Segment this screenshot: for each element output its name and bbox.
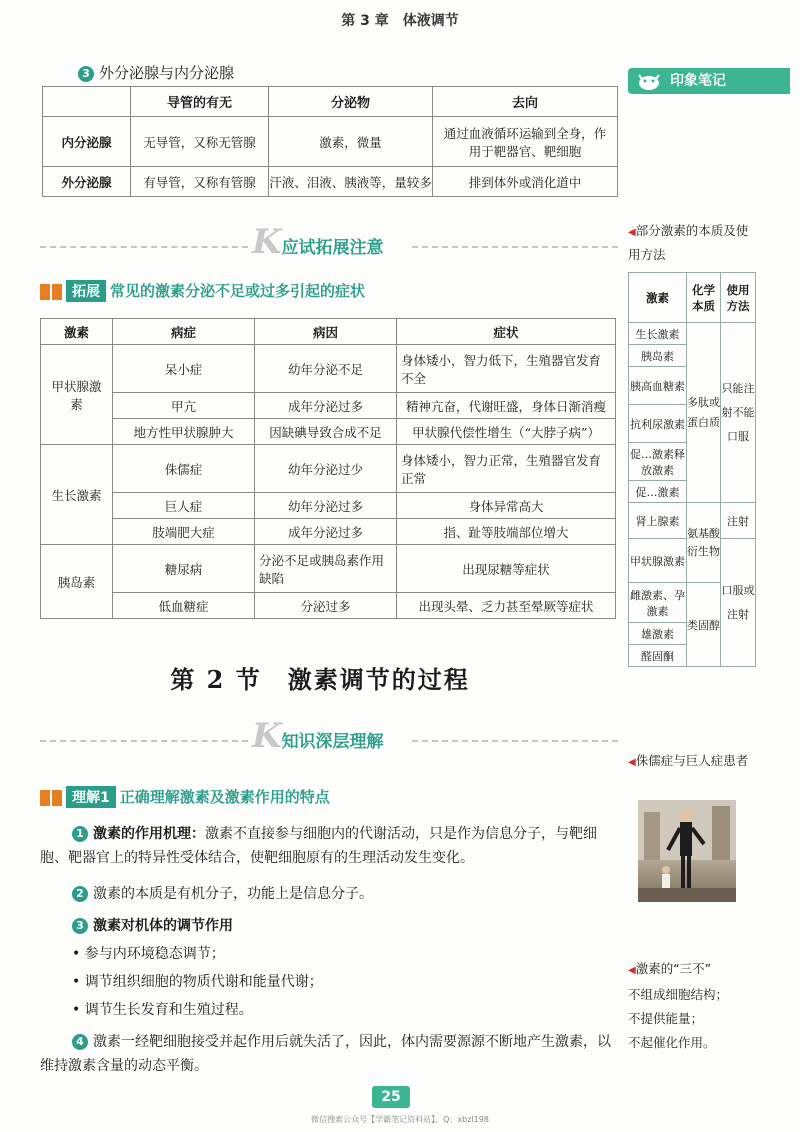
- cow-icon: [636, 71, 662, 91]
- list-item: • 调节生长发育和生殖过程。: [72, 1002, 253, 1018]
- expand-heading: [40, 280, 365, 302]
- understand-title: 正确理解激素及激素作用的特点: [119, 788, 330, 806]
- divider: [40, 246, 248, 248]
- section-heading: [78, 62, 234, 83]
- paragraph: [40, 1030, 616, 1078]
- table-cell: 口服或注射: [721, 539, 756, 667]
- table-cell: 胰高血糖素: [629, 367, 687, 405]
- table-cell: 身体矮小，智力低下，生殖器官发育不全: [397, 345, 616, 393]
- table-cell: 内分泌腺: [43, 117, 131, 167]
- table-row: [41, 545, 616, 593]
- paragraph: [40, 822, 616, 870]
- exam-heading: [252, 222, 384, 262]
- k-letter: K: [252, 222, 282, 262]
- paragraph: [72, 882, 616, 906]
- hormone-nature-table: [628, 272, 756, 667]
- table-cell: 汗液、泪液、胰液等，量较多: [269, 167, 433, 197]
- table-cell: 肾上腺素: [629, 503, 687, 539]
- table-cell: 甲状腺激素: [629, 539, 687, 583]
- section-title: 外分泌腺与内分泌腺: [99, 64, 235, 82]
- hormone-cell: 胰岛素: [41, 545, 113, 619]
- table-cell: 促…激素: [629, 481, 687, 503]
- table-cell: 出现尿糖等症状: [397, 545, 616, 593]
- deep-heading: [252, 716, 384, 756]
- table-row: [43, 117, 618, 167]
- table-cell: 幼年分泌过少: [255, 445, 397, 493]
- expand-tag: 拓展: [66, 280, 106, 302]
- table-cell: 身体矮小，智力正常，生殖器官发育正常: [397, 445, 616, 493]
- table-cell: 因缺碘导致合成不足: [255, 419, 397, 445]
- paragraph-text: 激素一经靶细胞接受并起作用后就失活了，因此，体内需要源源不断地产生激素，以维持激素含量的动态平衡。: [40, 1034, 611, 1074]
- table-cell: 通过血液循环运输到全身，作用于靶器官、靶细胞: [433, 117, 618, 167]
- table-header: 激素: [629, 273, 687, 323]
- table-cell: 雌激素、孕激素: [629, 583, 687, 623]
- notes-label: 印象笔记: [670, 73, 726, 89]
- table-row: [41, 519, 616, 545]
- table-cell: 幼年分泌不足: [255, 345, 397, 393]
- side-note: [628, 220, 758, 266]
- table-cell: 甲亢: [113, 393, 255, 419]
- table-cell: 成年分泌过多: [255, 519, 397, 545]
- table-row: [41, 419, 616, 445]
- expand-title: 常见的激素分泌不足或过多引起的症状: [110, 282, 366, 300]
- table-cell: 精神亢奋，代谢旺盛，身体日渐消瘦: [397, 393, 616, 419]
- table-cell: 糖尿病: [113, 545, 255, 593]
- number-badge: 1: [72, 826, 88, 842]
- book-icon: [40, 790, 62, 806]
- divider: [40, 740, 248, 742]
- table-cell: 地方性甲状腺肿大: [113, 419, 255, 445]
- hormone-cell: 生长激素: [41, 445, 113, 545]
- table-cell: 低血糖症: [113, 593, 255, 619]
- table-cell: 只能注射不能口服: [721, 323, 756, 503]
- table-cell: 排到体外或消化道中: [433, 167, 618, 197]
- table-header: 去向: [433, 87, 618, 117]
- table-cell: 有导管，又称有管腺: [131, 167, 269, 197]
- footer-text: 微信搜索公众号【学霸笔记资料站】，Q：xbzl198: [311, 1115, 489, 1124]
- table-cell: 巨人症: [113, 493, 255, 519]
- table-cell: 肢端肥大症: [113, 519, 255, 545]
- table-cell: 侏儒症: [113, 445, 255, 493]
- triangle-icon: ◀: [628, 227, 636, 238]
- table-row: [43, 167, 618, 197]
- hormone-cell: 甲状腺激素: [41, 345, 113, 445]
- table-cell: 出现头晕、乏力甚至晕厥等症状: [397, 593, 616, 619]
- table-header: [43, 87, 131, 117]
- three-not-title: 激素的“三不”: [635, 961, 712, 976]
- triangle-icon: ◀: [628, 965, 636, 976]
- list-item: • 调节组织细胞的物质代谢和能量代谢；: [72, 974, 323, 990]
- table-cell: 雄激素: [629, 623, 687, 645]
- table-cell: 身体异常高大: [397, 493, 616, 519]
- table-row: [41, 345, 616, 393]
- number-badge: 4: [72, 1034, 88, 1050]
- patients-photo: [638, 800, 736, 902]
- table-cell: 类固醇: [687, 583, 721, 667]
- table-cell: 幼年分泌过多: [255, 493, 397, 519]
- three-not-note: [628, 958, 768, 1054]
- table-header: 病因: [255, 319, 397, 345]
- table-header: 使用方法: [721, 273, 756, 323]
- list-item: 不组成细胞结构；: [628, 987, 729, 1002]
- page-number: 25: [372, 1086, 410, 1108]
- book-icon: [40, 284, 62, 300]
- understand-heading: [40, 786, 330, 808]
- chapter-header: 第 3 章 体液调节: [341, 13, 459, 29]
- table-cell: 分泌不足或胰岛素作用缺陷: [255, 545, 397, 593]
- heading-title: 知识深层理解: [281, 732, 384, 752]
- table-row: [41, 393, 616, 419]
- paragraph-bold: 激素对机体的调节作用: [93, 918, 233, 934]
- photo-caption: ◀侏儒症与巨人症患者: [628, 753, 749, 768]
- table-row: [41, 493, 616, 519]
- symptom-table: [40, 318, 616, 619]
- heading-title: 应试拓展注意: [281, 238, 384, 258]
- number-badge: 3: [72, 918, 88, 934]
- list-item: • 参与内环境稳态调节；: [72, 946, 225, 962]
- gland-table: [42, 86, 618, 197]
- table-header: 激素: [41, 319, 113, 345]
- table-header: 导管的有无: [131, 87, 269, 117]
- number-badge: 3: [78, 66, 94, 82]
- triangle-icon: ◀: [628, 757, 636, 768]
- bullet-list: [72, 942, 616, 1022]
- table-cell: 注射: [721, 503, 756, 539]
- table-cell: 胰岛素: [629, 345, 687, 367]
- table-row: [41, 593, 616, 619]
- table-row: [41, 445, 616, 493]
- k-letter: K: [252, 716, 282, 756]
- table-cell: 生长激素: [629, 323, 687, 345]
- table-cell: 多肽或蛋白质: [687, 323, 721, 503]
- paragraph-text: 激素的本质是有机分子，功能上是信息分子。: [93, 886, 373, 902]
- table-cell: 促…激素释放激素: [629, 443, 687, 481]
- table-cell: 激素，微量: [269, 117, 433, 167]
- table-cell: 抗利尿激素: [629, 405, 687, 443]
- table-cell: 呆小症: [113, 345, 255, 393]
- understand-tag: 理解1: [66, 786, 116, 808]
- table-header: 症状: [397, 319, 616, 345]
- section-title-main: 第 2 节 激素调节的过程: [170, 665, 470, 694]
- table-cell: 分泌过多: [255, 593, 397, 619]
- table-header: 分泌物: [269, 87, 433, 117]
- number-badge: 2: [72, 886, 88, 902]
- table-cell: 醛固酮: [629, 645, 687, 667]
- table-header: 病症: [113, 319, 255, 345]
- table-cell: 指、趾等肢端部位增大: [397, 519, 616, 545]
- table-cell: 外分泌腺: [43, 167, 131, 197]
- paragraph: [72, 914, 616, 938]
- paragraph-text: 激素不直接参与细胞内的代谢活动，只是作为信息分子，与靶细胞、靶器官上的特异性受体结合，使靶细胞原有的生理活动发生变化。: [40, 826, 597, 866]
- notes-tab: [628, 68, 790, 94]
- divider: [412, 740, 618, 742]
- table-cell: 氨基酸衍生物: [687, 503, 721, 583]
- side-note-title: 部分激素的本质及使用方法: [628, 223, 749, 262]
- people-illustration: [638, 800, 736, 902]
- table-cell: 甲状腺代偿性增生（“大脖子病”）: [397, 419, 616, 445]
- list-item: 不起催化作用。: [628, 1035, 716, 1050]
- divider: [412, 246, 618, 248]
- paragraph-bold: 激素的作用机理：: [93, 826, 205, 842]
- table-header: 化学本质: [687, 273, 721, 323]
- table-cell: 无导管，又称无管腺: [131, 117, 269, 167]
- list-item: 不提供能量；: [628, 1011, 704, 1026]
- table-cell: 成年分泌过多: [255, 393, 397, 419]
